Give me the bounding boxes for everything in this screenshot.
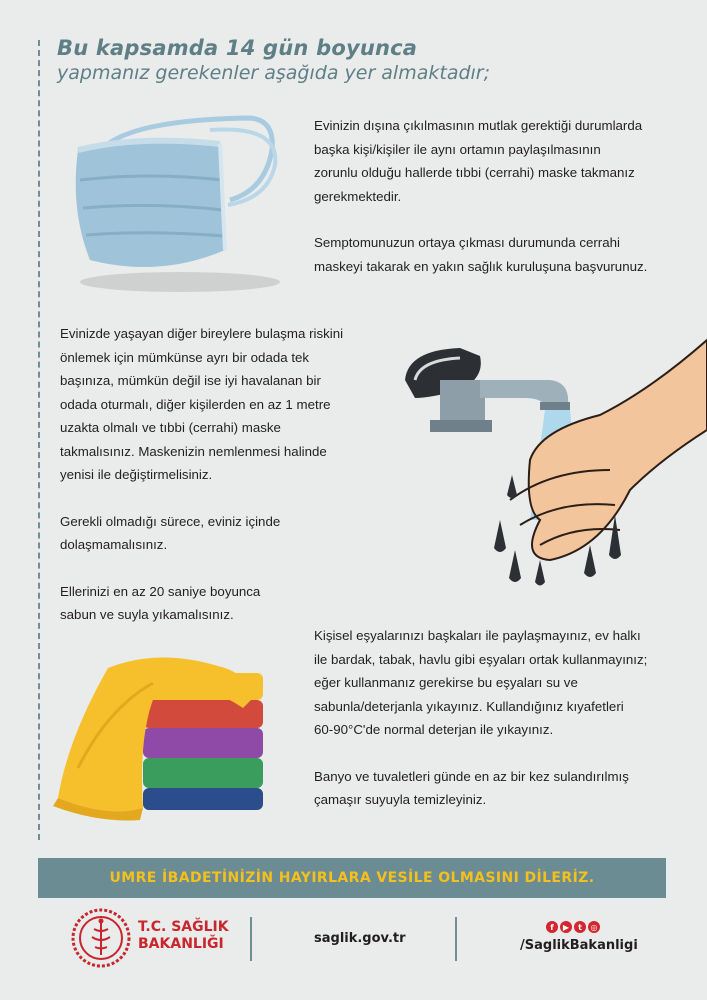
items-paragraph-2: Banyo ve tuvaletleri günde en az bir kez sulandırılmış çamaşır suyuyla temizleyiniz. [314, 768, 629, 807]
twitter-icon[interactable]: t [574, 921, 586, 933]
items-instructions [314, 624, 694, 812]
ministry-name-line-1: T.C. SAĞLIK [138, 919, 229, 935]
footer [0, 905, 707, 985]
social-icons [546, 921, 600, 933]
banner-text: UMRE İBADETİNİZİN HAYIRLARA VESİLE OLMASINI DİLERİZ. [109, 870, 595, 886]
youtube-icon[interactable]: ▶ [560, 921, 572, 933]
home-instructions [60, 322, 380, 627]
dashed-guide-line [38, 40, 40, 840]
home-paragraph-3: Ellerinizi en az 20 saniye boyunca sabun ve suyla yıkamalısınız. [60, 583, 261, 622]
mask-instructions [314, 114, 694, 278]
social-handle[interactable]: /SaglikBakanligi [520, 938, 638, 953]
ministry-logo [70, 907, 132, 969]
mask-paragraph-1: Evinizin dışına çıkılmasının mutlak gerektiği durumlarda başka kişi/kişiler ile aynı ortamın paylaşılmasının zorunlu olduğu hallerde tıbbi (cerrahi) maske takmanız gerekmektedir. [314, 118, 643, 204]
ministry-name [138, 919, 229, 953]
website-link[interactable]: saglik.gov.tr [314, 931, 406, 946]
instagram-icon[interactable]: ◎ [588, 921, 600, 933]
home-paragraph-2: Gerekli olmadığı sürece, eviniz içinde dolaşmamalısınız. [60, 513, 281, 552]
handwashing-illustration [400, 320, 707, 600]
mask-paragraph-2: Semptomunuzun ortaya çıkması durumunda cerrahi maskeyi takarak en yakın sağlık kuruluşuna başvurunuz. [314, 235, 648, 274]
page-subtitle: yapmanız gerekenler aşağıda yer almaktadır; [57, 62, 491, 84]
closing-banner [38, 858, 666, 898]
home-paragraph-1: Evinizde yaşayan diğer bireylere bulaşma riskini önlemek için mümkünse ayrı bir odada tek başınıza, mümkün değil ise iyi havalanan bir odada oturmalı, diğer kişilerden en az 1 metre uzakta olmalı ve tıbbi (cerrahi) maske takmalısınız. Maskenizin nemlenmesi halinde yenisi ile değiştirmelisiniz. [60, 326, 344, 482]
surgical-mask-illustration [50, 110, 285, 300]
footer-divider-1 [250, 917, 252, 961]
towels-illustration [48, 648, 288, 823]
facebook-icon[interactable]: f [546, 921, 558, 933]
footer-divider-2 [455, 917, 457, 961]
ministry-name-line-2: BAKANLIĞI [138, 936, 224, 952]
page-title: Bu kapsamda 14 gün boyunca [57, 36, 418, 60]
items-paragraph-1: Kişisel eşyalarınızı başkaları ile paylaşmayınız, ev halkı ile bardak, tabak, havlu gibi eşyaları ortak kullanmayınız; eğer kullanmanız gerekirse bu eşyaları su ve sabunla/deterjanla yıkayınız. Kullandığınız kıyafetleri 60-90°C'de normal deterjan ile yıkayınız. [314, 628, 648, 737]
